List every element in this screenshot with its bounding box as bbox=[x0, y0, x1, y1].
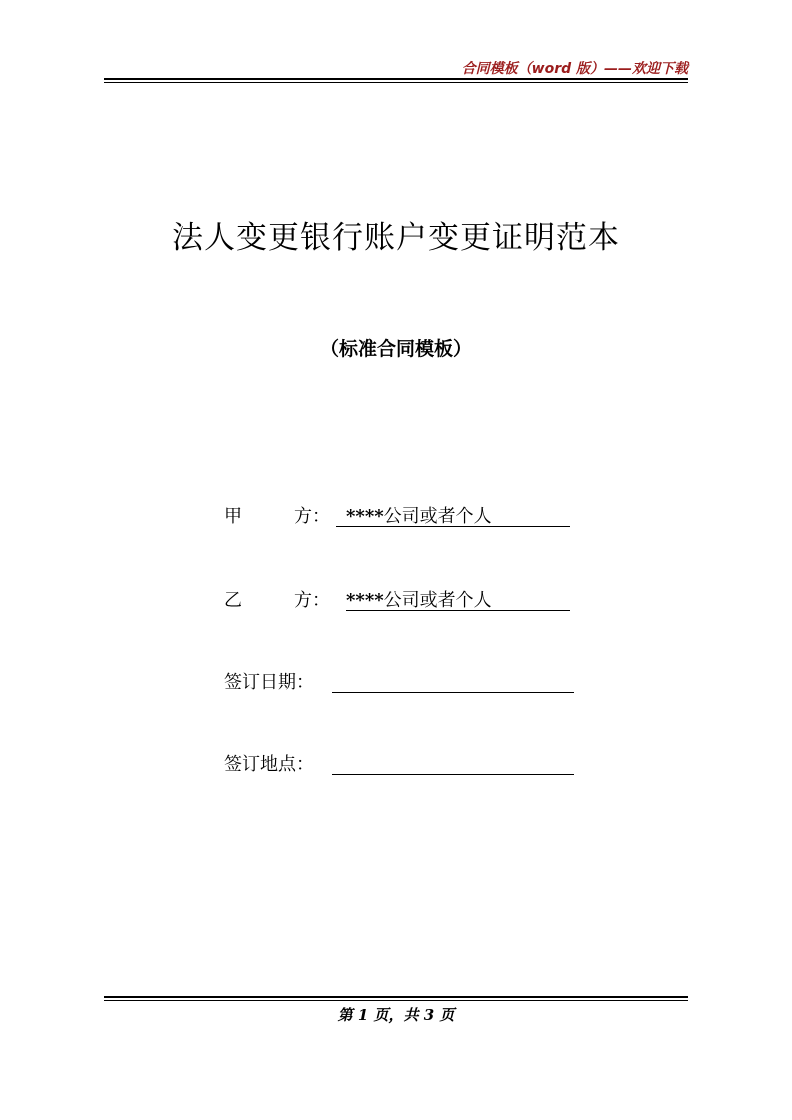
party-a-value[interactable] bbox=[346, 502, 492, 528]
sign-date-underline[interactable] bbox=[332, 692, 574, 693]
page-header: 合同模板（word 版）——欢迎下载 bbox=[461, 61, 688, 77]
party-a-field bbox=[224, 502, 574, 532]
party-a-text: 公司或者个人 bbox=[383, 506, 492, 527]
party-a-label-1: 甲 bbox=[224, 506, 242, 527]
party-a-stars: **** bbox=[346, 506, 384, 527]
sign-place-field bbox=[224, 750, 574, 780]
document-title: 法人变更银行账户变更证明范本 bbox=[172, 220, 620, 256]
party-b-stars: **** bbox=[346, 590, 384, 611]
sign-place-underline[interactable] bbox=[332, 774, 574, 775]
party-b-text: 公司或者个人 bbox=[383, 590, 492, 611]
footer-rule bbox=[104, 996, 688, 1001]
sign-place-label: 签订地点： bbox=[224, 754, 314, 775]
party-a-label-2: 方： bbox=[294, 506, 330, 527]
party-b-field bbox=[224, 586, 574, 616]
sign-date-field bbox=[224, 668, 574, 698]
page-number: 第 1 页，共 3 页 bbox=[337, 1006, 455, 1024]
party-b-label-2: 方： bbox=[294, 590, 330, 611]
party-b-label-1: 乙 bbox=[224, 590, 242, 611]
document-subtitle: （标准合同模板） bbox=[319, 338, 472, 360]
header-rule bbox=[104, 78, 688, 83]
sign-date-label: 签订日期： bbox=[224, 672, 314, 693]
party-b-value[interactable] bbox=[346, 586, 492, 612]
